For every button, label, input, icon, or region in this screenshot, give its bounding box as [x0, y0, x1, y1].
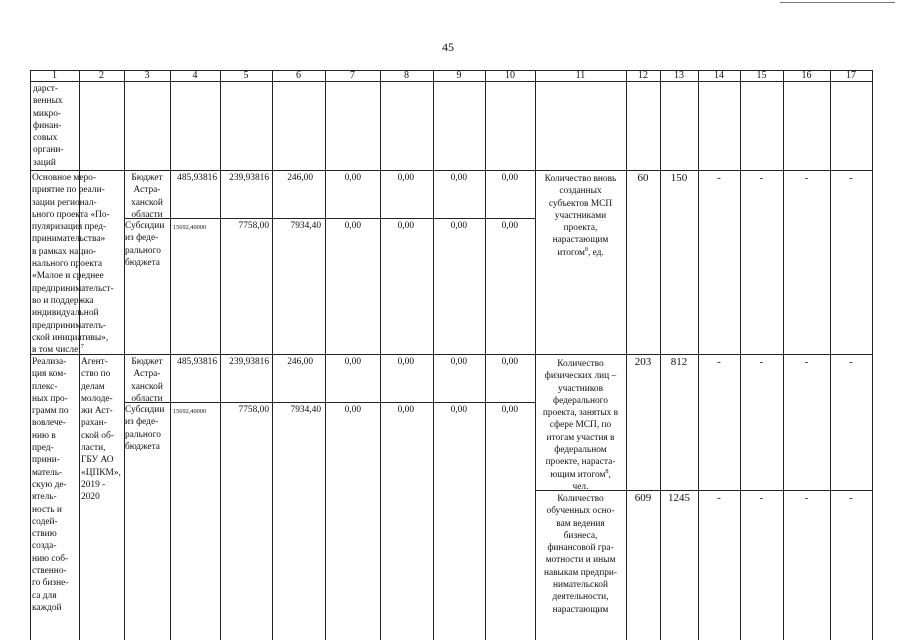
row2-i2-col15: - [759, 492, 764, 504]
row2-a-col5: 239,93816 [229, 357, 269, 367]
row2-indicator1 [535, 358, 626, 493]
row1-source-regional: Бюджет Астра- ханской области [131, 173, 163, 220]
row2-b-col5: 7758,00 [238, 405, 269, 415]
row1-a-col10: 0,00 [501, 173, 518, 183]
row1-a-col4: 485,93816 [177, 173, 217, 183]
col-header-4: 4 [192, 70, 198, 81]
col-header-1: 1 [52, 70, 57, 81]
row2-b-col7: 0,00 [344, 405, 361, 415]
col-header-17: 17 [846, 70, 856, 81]
row2-i1-col16: - [804, 356, 809, 368]
row1-indicator-footnote: 8 [584, 246, 588, 253]
row1-a-col8: 0,00 [397, 173, 414, 183]
row2-indicator2: Количество обученных осно- вам ведения бизнеса, финансовой гра- мотности и иным навыкам предпри- нимательской деятельности, нарастающим [543, 494, 618, 615]
col-header-12: 12 [638, 70, 648, 81]
row1-col17: - [849, 172, 853, 184]
row1-activity-name [32, 172, 114, 356]
row1-b-col10: 0,00 [501, 221, 518, 231]
row2-i1-col13: 812 [670, 356, 688, 368]
col-header-5: 5 [243, 70, 249, 81]
row2-executor: Агент- ство по делам молоде- жи Аст- рахан- ской об- ласти, ГБУ АО «ЦПКМ», 2019 - 2020 [81, 357, 121, 503]
row2-b-col9: 0,00 [450, 405, 467, 415]
row1-b-col4: 15692,40000 [173, 224, 207, 231]
row1-source-federal: Субсидии из феде- рального бюджета [125, 221, 165, 268]
row2-i1-col15: - [759, 356, 764, 368]
scan-artifact-line [780, 2, 895, 3]
row1-indicator [535, 173, 626, 259]
row2-a-col10: 0,00 [501, 357, 518, 367]
row2-i2-col12: 609 [634, 492, 652, 504]
row1-a-col6: 246,00 [287, 173, 313, 183]
row0-name-continuation: дарст- венных микро- финан- совых органи- заций [33, 84, 64, 168]
page-number: 45 [442, 40, 454, 54]
col-header-16: 16 [801, 70, 812, 81]
row2-b-col10: 0,00 [501, 405, 518, 415]
row2-i2-col14: - [717, 492, 721, 504]
row1-col12: 60 [637, 172, 649, 184]
row1-indicator-unit: , ед. [587, 247, 604, 258]
row2-i1-col17: - [849, 356, 853, 368]
col-header-14: 14 [714, 70, 724, 81]
row2-b-col8: 0,00 [397, 405, 414, 415]
row2-indicator1-text: Количество физических лиц – участников федерального проекта, занятых в сфере МСП, по итогам участия в федеральном проекте, нараста- ющим итогом [542, 359, 619, 480]
row1-b-col5: 7758,00 [238, 221, 269, 231]
row1-footnote: 7 [80, 344, 84, 351]
row1-a-col7: 0,00 [344, 173, 361, 183]
row2-a-col8: 0,00 [397, 357, 414, 367]
col-header-2: 2 [99, 70, 104, 81]
row1-b-col9: 0,00 [450, 221, 467, 231]
row2-i2-col17: - [849, 492, 853, 504]
row2-i1-col12: 203 [634, 356, 652, 368]
row2-i2-col16: - [804, 492, 809, 504]
col-header-7: 7 [350, 70, 355, 81]
row1-b-col6: 7934,40 [290, 221, 321, 231]
col-header-3: 3 [144, 70, 150, 81]
row2-indicator1-footnote: 8 [605, 468, 609, 475]
row1-col15: - [759, 172, 764, 184]
row2-a-col7: 0,00 [344, 357, 361, 367]
row1-b-col8: 0,00 [397, 221, 414, 231]
col-header-9: 9 [456, 70, 462, 81]
row2-indicator1-unit: , чел. [572, 469, 611, 492]
row1-col13: 150 [670, 172, 688, 184]
row1-a-col9: 0,00 [450, 173, 467, 183]
col-header-6: 6 [296, 70, 301, 81]
col-header-13: 13 [674, 70, 684, 81]
row2-i1-col14: - [717, 356, 721, 368]
row1-col14: - [717, 172, 721, 184]
col-header-11: 11 [575, 70, 586, 81]
row1-b-col7: 0,00 [344, 221, 361, 231]
row1-activity-text: Основное меро- приятие по реали- зации регионал- ьного проекта «По- пуляризация пред- принимательства» в рамках нацио- нального проекта «Малое и среднее предпринимательст- во и поддержка индивидуальной предпринимателъ- ской инициативы», в том числе: [32, 173, 114, 356]
row2-source-regional: Бюджет Астра- ханской области [131, 357, 163, 404]
budget-table [30, 70, 873, 640]
row2-activity-name: Реализа- ция ком- плекс- ных про- грамм по вовлече- нию в пред- прини- матель- скую де- ятель- ность и содей- ствию созда- нию соб- ственно- го бизне- са для каждой [32, 357, 69, 613]
col-header-8: 8 [404, 70, 409, 81]
row2-a-col6: 246,00 [287, 357, 313, 367]
row2-source-federal: Субсидии из феде- рального бюджета [125, 405, 165, 452]
col-header-10: 10 [505, 70, 515, 81]
col-header-15: 15 [756, 70, 767, 81]
row2-b-col6: 7934,40 [290, 405, 321, 415]
row2-a-col9: 0,00 [450, 357, 467, 367]
row1-indicator-text: Количество вновь созданных субъектов МСП участниками проекта, нарастающим итогом [544, 174, 617, 258]
row2-i2-col13: 1245 [668, 492, 690, 504]
row2-a-col4: 485,93816 [177, 357, 217, 367]
row1-a-col5: 239,93816 [229, 173, 269, 183]
row2-b-col4: 15692,40000 [173, 408, 207, 415]
row1-col16: - [804, 172, 809, 184]
